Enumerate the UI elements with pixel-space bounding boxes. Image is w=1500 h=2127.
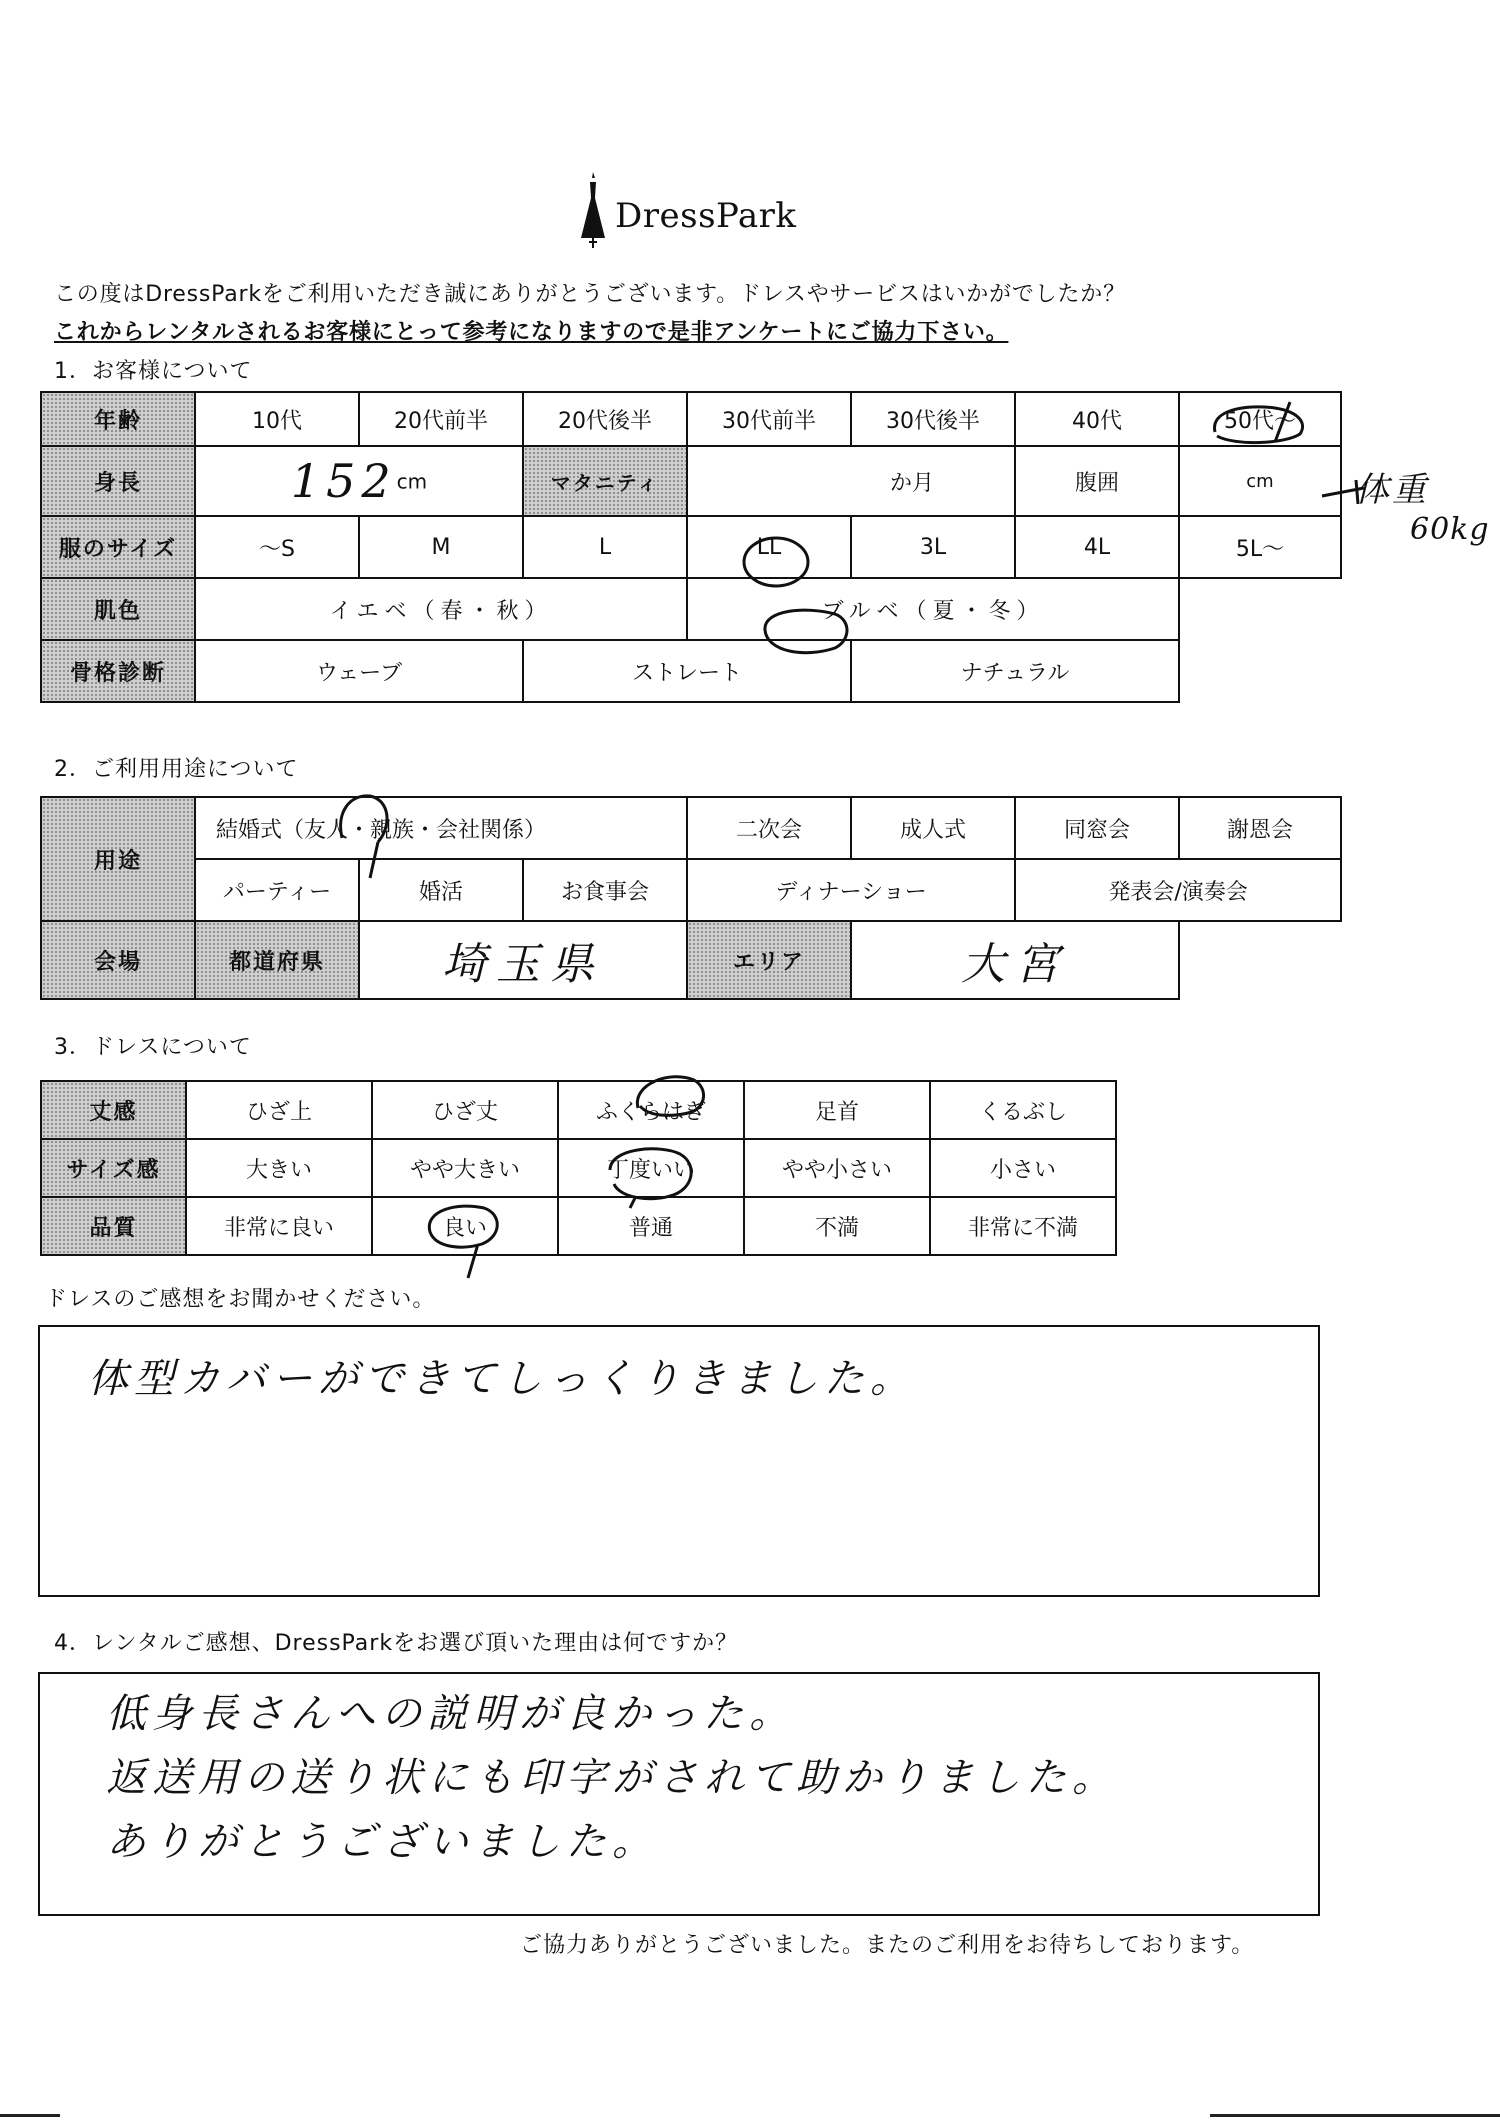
- usage-option[interactable]: パーティー: [195, 859, 359, 921]
- area-label: エリア: [687, 921, 851, 999]
- maternity-header: マタニティ: [523, 446, 687, 516]
- age-circle-mark: [1205, 392, 1315, 452]
- size-row: [41, 516, 1341, 578]
- size-option[interactable]: L: [523, 516, 687, 578]
- fit-header: サイズ感: [41, 1139, 186, 1197]
- maternity-months[interactable]: か月: [687, 446, 1015, 516]
- size-circle-mark: [738, 532, 818, 592]
- skin-yellow[interactable]: イエベ（春・秋）: [195, 578, 687, 640]
- weight-arrow-mark: [1320, 478, 1370, 508]
- fit-option[interactable]: 小さい: [930, 1139, 1116, 1197]
- brand-name: DressPark: [615, 196, 797, 236]
- frame-header: 骨格診断: [41, 640, 195, 702]
- age-option-selected[interactable]: 50代～: [1179, 392, 1341, 446]
- section-4-title: 4．レンタルご感想、DressParkをお選び頂いた理由は何ですか？: [54, 1631, 739, 1656]
- usage-option[interactable]: 二次会: [687, 797, 851, 859]
- usage-option[interactable]: 発表会/演奏会: [1015, 859, 1341, 921]
- frame-option[interactable]: ウェーブ: [195, 640, 523, 702]
- fit-option[interactable]: やや大きい: [372, 1139, 558, 1197]
- reason-line: 低身長さんへの説明が良かった。: [106, 1691, 796, 1737]
- frame-option[interactable]: ナチュラル: [851, 640, 1179, 702]
- waist-label: 腹囲: [1015, 446, 1179, 516]
- venue-empty: [1179, 921, 1341, 999]
- prefecture-value-cell[interactable]: [359, 921, 687, 999]
- length-option[interactable]: 足首: [744, 1081, 930, 1139]
- dress-icon: [577, 168, 609, 254]
- age-option[interactable]: 20代前半: [359, 392, 523, 446]
- quality-option-selected[interactable]: 良い: [372, 1197, 558, 1255]
- fit-row: [41, 1139, 1116, 1197]
- area-value-cell[interactable]: [851, 921, 1179, 999]
- dress-comment-prompt: ドレスのご感想をお聞かせください。: [45, 1287, 436, 1312]
- length-circle-mark: [630, 1062, 710, 1122]
- length-row: [41, 1081, 1116, 1139]
- dress-comment-box[interactable]: [38, 1325, 1320, 1597]
- height-header: 身長: [41, 446, 195, 516]
- size-option[interactable]: 3L: [851, 516, 1015, 578]
- size-option[interactable]: M: [359, 516, 523, 578]
- quality-option[interactable]: 非常に不満: [930, 1197, 1116, 1255]
- scan-edge: [1210, 2114, 1500, 2117]
- venue-row: [41, 921, 1341, 999]
- size-option[interactable]: 5L～: [1179, 516, 1341, 578]
- scan-edge: [0, 2114, 60, 2117]
- length-option[interactable]: くるぶし: [930, 1081, 1116, 1139]
- skin-header: 肌色: [41, 578, 195, 640]
- intro-line-1: この度はDressParkをご利用いただき誠にありがとうございます。ドレスやサービスはいかがでしたか？: [54, 282, 1126, 307]
- usage-table: [40, 796, 1342, 1000]
- size-option-selected[interactable]: LL: [687, 516, 851, 578]
- usage-option[interactable]: 成人式: [851, 797, 1015, 859]
- age-option[interactable]: 20代後半: [523, 392, 687, 446]
- age-header: 年齢: [41, 392, 195, 446]
- section-3-title: 3．ドレスについて: [54, 1035, 252, 1060]
- intro-line-2: これからレンタルされるお客様にとって参考になりますので是非アンケートにご協力下さい。: [54, 320, 1009, 345]
- size-option[interactable]: 4L: [1015, 516, 1179, 578]
- dress-table: [40, 1080, 1117, 1256]
- quality-option[interactable]: 非常に良い: [186, 1197, 372, 1255]
- frame-row: [41, 640, 1341, 702]
- quality-option[interactable]: 不満: [744, 1197, 930, 1255]
- area-value: 大宮: [961, 939, 1070, 990]
- quality-option[interactable]: 普通: [558, 1197, 744, 1255]
- age-row: [41, 392, 1341, 446]
- fit-option[interactable]: やや小さい: [744, 1139, 930, 1197]
- usage-option[interactable]: 同窓会: [1015, 797, 1179, 859]
- usage-option[interactable]: お食事会: [523, 859, 687, 921]
- size-header: 服のサイズ: [41, 516, 195, 578]
- skin-empty: [1179, 578, 1341, 640]
- reason-line: 返送用の送り状にも印字がされて助かりました。: [106, 1755, 1118, 1801]
- customer-table: [40, 391, 1342, 703]
- quality-circle-mark: [418, 1192, 508, 1282]
- wedding-circle-mark: [330, 782, 400, 882]
- fit-option[interactable]: 大きい: [186, 1139, 372, 1197]
- prefecture-label: 都道府県: [195, 921, 359, 999]
- dresspark-logo: [575, 168, 835, 258]
- usage-option[interactable]: 謝恩会: [1179, 797, 1341, 859]
- length-option-selected[interactable]: ふくらはぎ: [558, 1081, 744, 1139]
- length-option[interactable]: ひざ丈: [372, 1081, 558, 1139]
- frame-option[interactable]: ストレート: [523, 640, 851, 702]
- wedding-option[interactable]: 結婚式（友人・親族・会社関係）: [195, 797, 687, 859]
- section-2-title: 2．ご利用用途について: [54, 757, 299, 782]
- fit-circle-mark: [600, 1140, 700, 1210]
- prefecture-value: 埼玉県: [442, 939, 605, 990]
- skin-circle-mark: [755, 600, 855, 660]
- section-1-title: 1．お客様について: [54, 359, 253, 384]
- quality-row: [41, 1197, 1116, 1255]
- age-option[interactable]: 10代: [195, 392, 359, 446]
- age-option[interactable]: 30代後半: [851, 392, 1015, 446]
- footer-thanks: ご協力ありがとうございました。またのご利用をお待ちしております。: [520, 1933, 1255, 1958]
- quality-header: 品質: [41, 1197, 186, 1255]
- skin-row: [41, 578, 1341, 640]
- weight-value: 60kg: [1410, 512, 1490, 547]
- weight-label: 体重: [1355, 470, 1429, 510]
- venue-header: 会場: [41, 921, 195, 999]
- fit-option-selected[interactable]: 丁度いい: [558, 1139, 744, 1197]
- length-header: 丈感: [41, 1081, 186, 1139]
- purpose-header: 用途: [41, 797, 195, 921]
- age-option[interactable]: 40代: [1015, 392, 1179, 446]
- length-option[interactable]: ひざ上: [186, 1081, 372, 1139]
- usage-row-1: [41, 797, 1341, 859]
- usage-option[interactable]: ディナーショー: [687, 859, 1015, 921]
- age-option[interactable]: 30代前半: [687, 392, 851, 446]
- height-value-cell[interactable]: [195, 446, 523, 516]
- reason-line: ありがとうございました。: [106, 1819, 658, 1865]
- usage-option[interactable]: 婚活: [359, 859, 523, 921]
- size-option[interactable]: ～S: [195, 516, 359, 578]
- skin-blue-selected[interactable]: ブルベ（夏・冬）: [687, 578, 1179, 640]
- height-row: [41, 446, 1341, 516]
- waist-unit[interactable]: cm: [1179, 446, 1341, 516]
- frame-empty: [1179, 640, 1341, 702]
- height-unit: cm: [396, 469, 428, 494]
- usage-row-2: [41, 859, 1341, 921]
- dress-comment-text: 体型カバーができてしっくりきました。: [88, 1356, 916, 1402]
- height-value: 152: [290, 454, 397, 508]
- reason-box[interactable]: [38, 1672, 1320, 1916]
